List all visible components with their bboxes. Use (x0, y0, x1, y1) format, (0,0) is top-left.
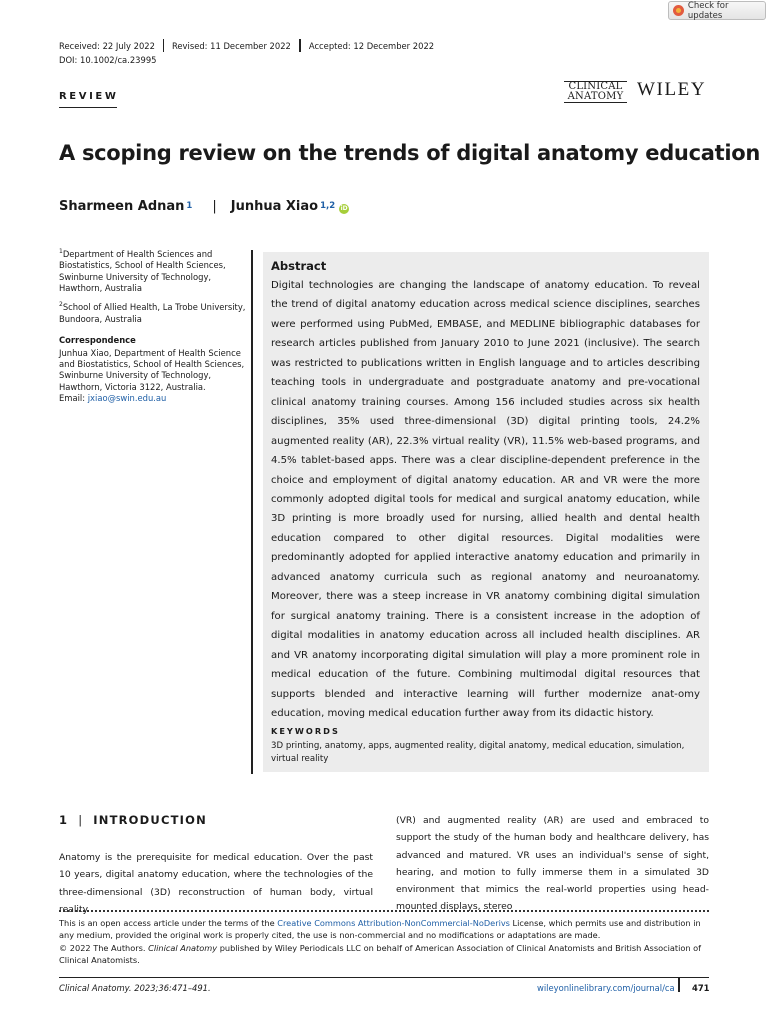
abstract-divider (251, 250, 253, 774)
author-list (59, 199, 349, 214)
license-footnote (59, 917, 709, 967)
article-dates (59, 39, 434, 52)
correspondence-text: Junhua Xiao, Department of Health Science and Biostatistics, School of Health Sciences, Swinburne University of Technology, Hawthorn, Victoria 3122, Australia. (59, 347, 245, 392)
date-divider (163, 39, 164, 52)
affiliation-text: Department of Health Sciences and Biostatistics, School of Health Sciences, Swinburne University of Technology, Hawthorn, Australia (59, 248, 226, 294)
section-label: REVIEW (59, 91, 119, 102)
journal-website-link[interactable]: wileyonlinelibrary.com/journal/ca (537, 983, 675, 993)
email-label: Email: (59, 393, 88, 404)
introduction-column-1: Anatomy is the prerequisite for medical education. Over the past 10 years, digital anatomy education, where the technologies of the three-dimensional (3D) reconstruction of human body, virtual reality (59, 852, 373, 915)
crossmark-icon (673, 5, 684, 16)
footer-divider (59, 977, 709, 978)
copyright-text: published by Wiley Periodicals LLC on behalf of American Association of Clinical Anatomists and British Association of Clinical Anatomists. (59, 942, 702, 966)
license-text: License, which permits use and distribution in any medium, provided the original work is properly cited, the use is non-commercial and no modifications or adaptations are made. (59, 918, 701, 941)
footnote-divider (59, 910, 709, 912)
page-number-divider (678, 978, 680, 992)
correspondence (59, 348, 247, 405)
affiliation-1 (59, 248, 247, 294)
affiliation-2 (59, 301, 247, 325)
abstract-heading: Abstract (271, 259, 327, 273)
article-title: A scoping review on the trends of digital anatomy education (59, 141, 761, 165)
copyright-text: © 2022 The Authors. (59, 942, 149, 953)
introduction-heading (59, 813, 207, 827)
date-divider (299, 39, 301, 52)
section-title: INTRODUCTION (93, 813, 207, 827)
abstract-text: Digital technologies are changing the landscape of anatomy education. To reveal the trend of digital anatomy education across medical science disciplines, searches were performed using PubMed, EMBASE, and MEDLINE bibliographic databases for research articles published from January 2010 to June 2021 (inclusive). The search was restricted to publications written in English language and to articles describing teaching tools in undergraduate and postgraduate anatomy and pre-vocational clinical anatomy training courses. Among 156 included studies across six health disciplines, 35% used three-dimensional (3D) digital printing tools, 24.2% augmented reality (AR), 22.3% virtual reality (VR), 11.5% web-based programs, and 4.5% tablet-based apps. There was a clear discipline-dependent preference in the choice and employment of digital anatomy education. AR and VR were the more commonly adopted digital tools for medical and surgical anatomy education, while 3D printing is more broadly used for nursing, allied health and dental health education compared to other digital resources. Digital modalities were predominantly adopted for applied interactive anatomy education and primarily in advanced anatomy curricula such as regional anatomy and neuroanatomy. Moreover, there was a steep increase in VR anatomy combining digital simulation for surgical anatomy training. There is a consistent increase in the adoption of digital modalities in anatomy education across all included health disciplines. AR and VR anatomy incorporating digital simulation will play a more prominent role in medical education of the future. Combining multimodal digital resources that supports blended and interactive learning will further modernize anat-omy education, moving medical education further away from its didactic history. (271, 280, 700, 719)
doi[interactable]: DOI: 10.1002/ca.23995 (59, 55, 157, 65)
section-separator: | (78, 813, 84, 827)
check-for-updates-button[interactable] (668, 1, 766, 20)
correspondence-heading: Correspondence (59, 335, 136, 346)
author-name: Sharmeen Adnan (59, 199, 185, 214)
affiliation-text: School of Allied Health, La Trobe University, Bundoora, Australia (59, 302, 246, 324)
page-number: 471 (692, 983, 710, 993)
accepted-date: Accepted: 12 December 2022 (308, 40, 435, 51)
citation-text: 2023;36:471–491. (131, 983, 211, 993)
publisher-logo: WILEY (637, 79, 707, 100)
received-date: Received: 22 July 2022 (59, 40, 155, 51)
author-separator: | (212, 199, 217, 214)
revised-date: Revised: 11 December 2022 (171, 40, 291, 51)
orcid-icon[interactable]: iD (340, 205, 348, 212)
journal-logo-line1: CLINICAL (568, 81, 623, 92)
license-text: This is an open access article under the terms of the (59, 918, 278, 928)
journal-name: Clinical Anatomy. (59, 983, 132, 993)
email-link[interactable]: jxiao@swin.edu.au (87, 393, 167, 404)
check-for-updates-label: Check for updates (687, 0, 729, 21)
section-underline (59, 107, 117, 108)
journal-citation (59, 983, 211, 993)
copyright-journal: Clinical Anatomy (148, 942, 218, 953)
affiliation-number: 2 (59, 301, 63, 309)
keywords: 3D printing, anatomy, apps, augmented reality, digital anatomy, medical education, simulation, virtual reality (271, 741, 685, 764)
author-affiliation: 1,2 (320, 201, 336, 211)
journal-logo-line2: ANATOMY (567, 90, 624, 102)
author-name: Junhua Xiao (230, 199, 319, 214)
author-affiliation: 1 (186, 201, 193, 211)
introduction-column-2: (VR) and augmented reality (AR) are used and embraced to support the study of the human body and healthcare delivery, has advanced and matured. VR uses an individual's sense of sight, hearing, and motion to fully immerse them in a simulated 3D environment that mimics the real-world properties using head-mounted displays, stereo (396, 815, 709, 913)
affiliations (59, 248, 247, 405)
affiliation-number: 1 (59, 248, 63, 255)
license-link[interactable]: Creative Commons Attribution-NonCommercial-NoDerivs (277, 918, 510, 928)
section-number: 1 (59, 813, 69, 827)
journal-logo (564, 81, 627, 103)
keywords-heading: KEYWORDS (271, 726, 340, 736)
